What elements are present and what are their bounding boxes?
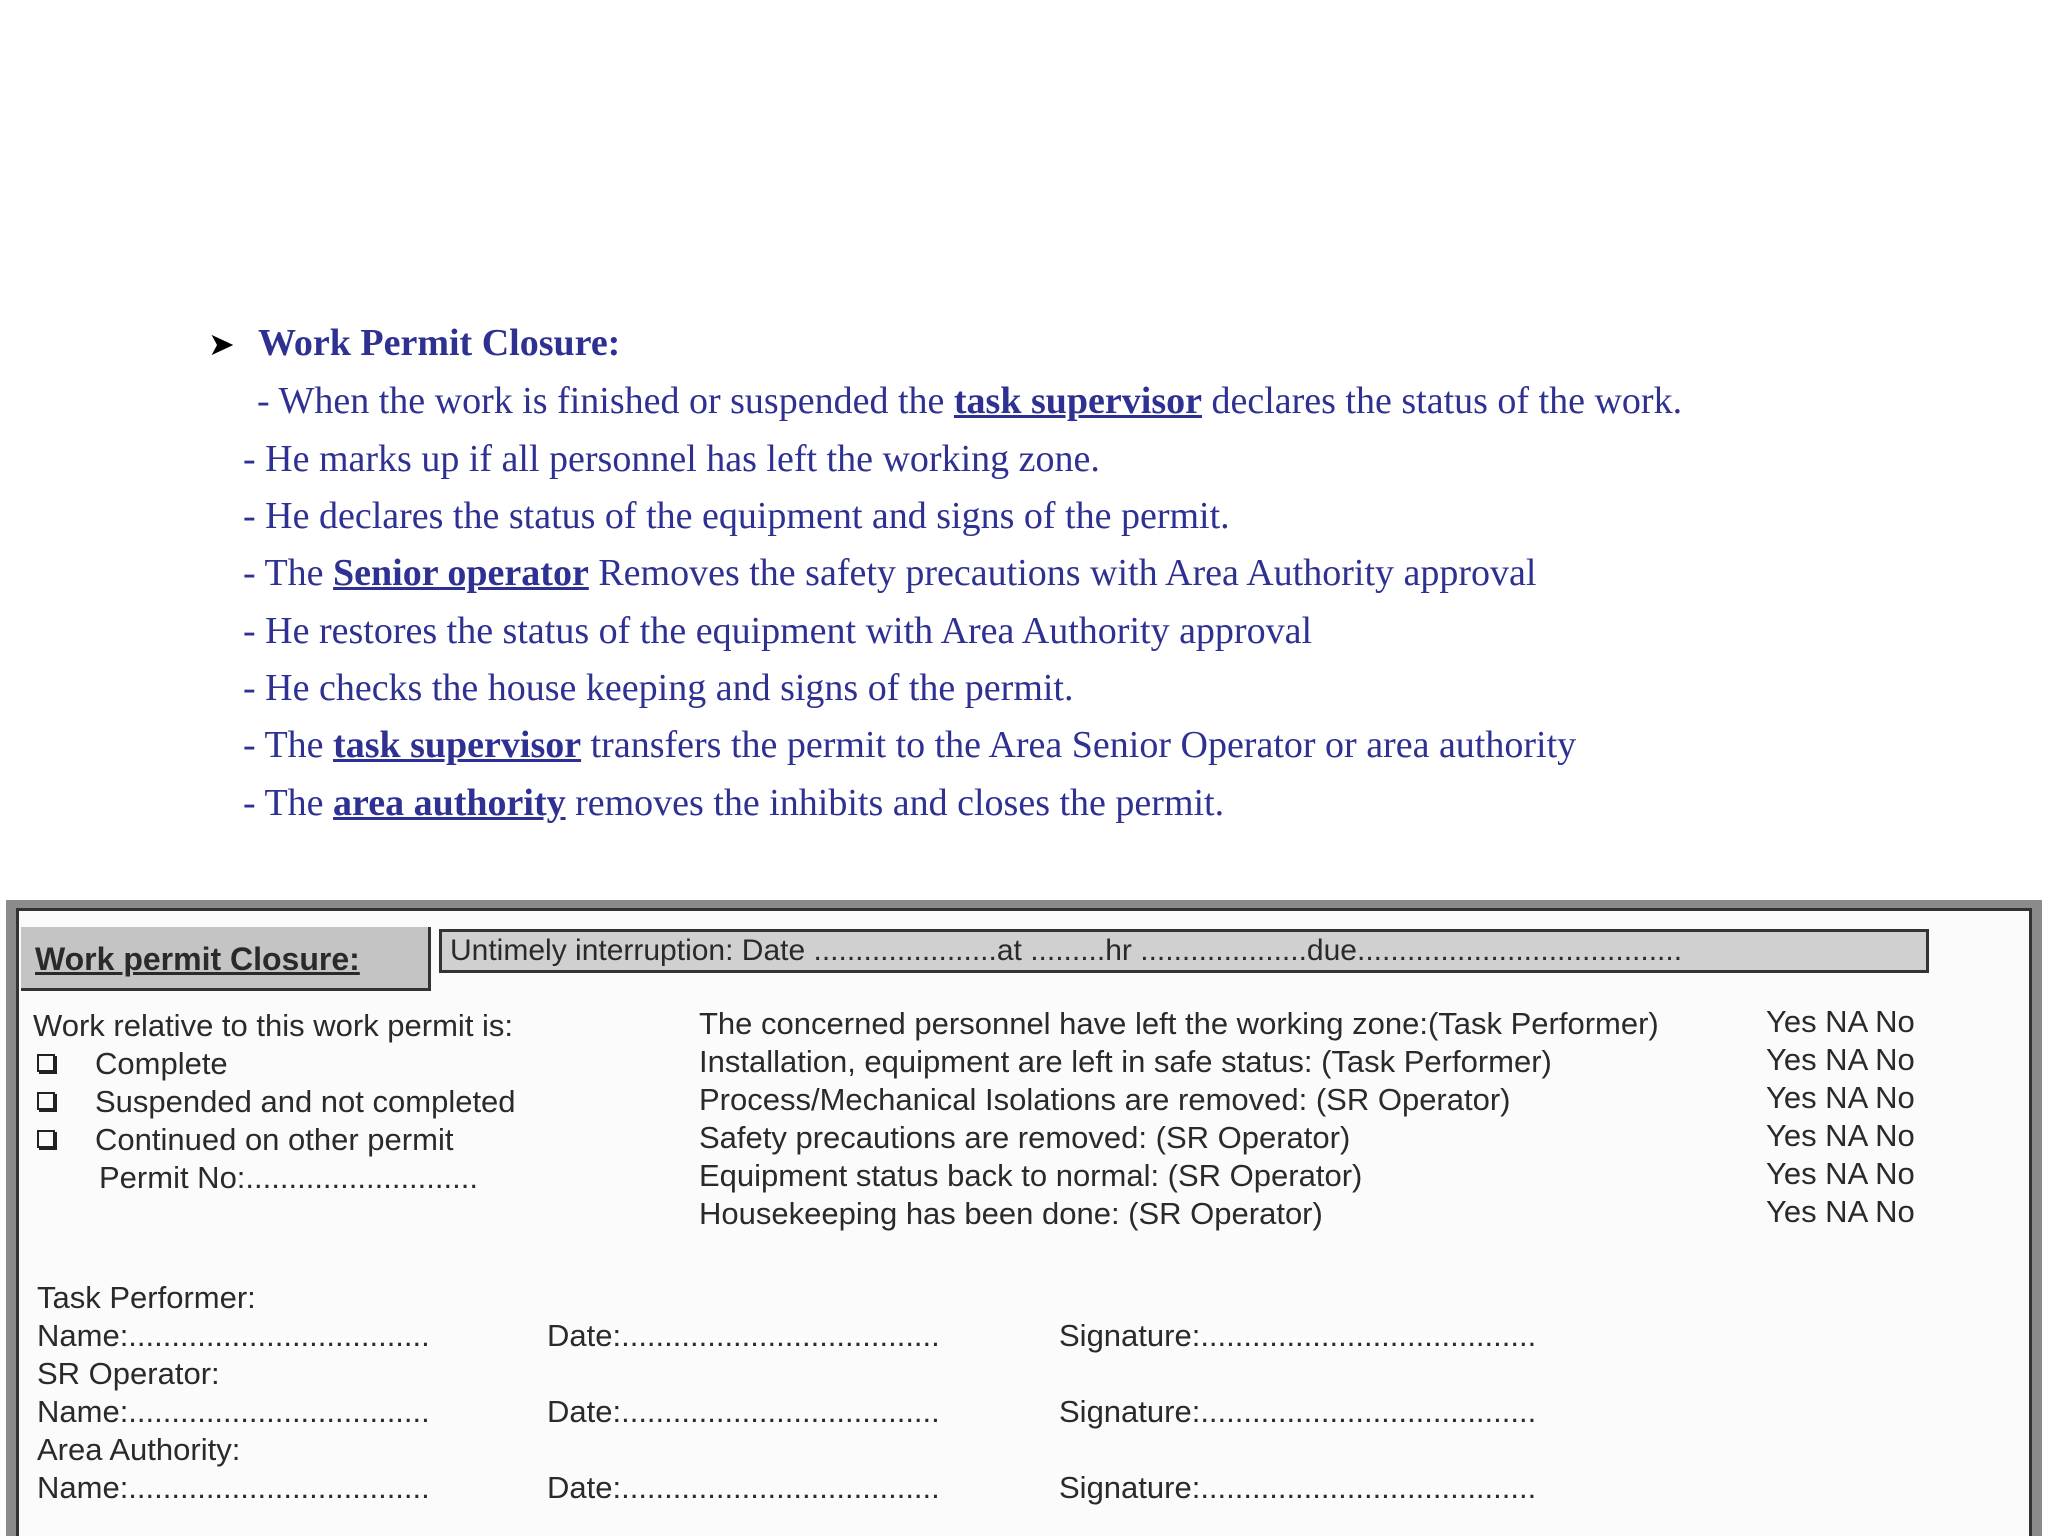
signature-section	[37, 1279, 1659, 1507]
yes-na-no-options: Yes NA No	[1766, 1004, 1915, 1039]
status-option-suspended: Suspended and not completed	[33, 1083, 516, 1121]
section-heading	[208, 318, 620, 369]
checkbox-icon	[37, 1054, 55, 1072]
arrowhead-bullet-icon: ➤	[208, 325, 235, 363]
signatory-role-area-authority: Area Authority:	[37, 1432, 241, 1467]
status-option-continued: Continued on other permit	[33, 1121, 516, 1159]
signature-field: Signature:.......................................	[1059, 1394, 1537, 1429]
yes-na-no-column	[1766, 1003, 1915, 1231]
date-field: Date:.....................................	[547, 1318, 940, 1353]
role-task-supervisor: task supervisor	[953, 380, 1202, 422]
scanned-form-frame	[6, 900, 2042, 1536]
name-field: Name:...................................	[37, 1318, 430, 1353]
role-area-authority: area authority	[333, 782, 566, 824]
signature-field: Signature:.......................................	[1059, 1318, 1537, 1353]
permit-no-field: Permit No:...........................	[99, 1160, 478, 1195]
date-field: Date:.....................................	[547, 1394, 940, 1429]
signatory-role-sr-operator: SR Operator:	[37, 1356, 220, 1391]
name-field: Name:...................................	[37, 1394, 430, 1429]
step-item: - He marks up if all personnel has left the working zone.	[243, 438, 1100, 480]
untimely-interruption-field: Untimely interruption: Date ......................at .........hr ....................due.......................................	[439, 929, 1929, 973]
role-senior-operator: Senior operator	[333, 552, 589, 594]
checklist-item: Housekeeping has been done: (SR Operator)	[699, 1196, 1323, 1231]
role-task-supervisor: task supervisor	[333, 724, 582, 766]
closure-checklist	[699, 1005, 1659, 1233]
form-title: Work permit Closure:	[21, 927, 431, 991]
yes-na-no-options: Yes NA No	[1766, 1156, 1915, 1191]
checkbox-icon	[37, 1130, 55, 1148]
work-permit-closure-form	[16, 908, 2032, 1536]
yes-na-no-options: Yes NA No	[1766, 1194, 1915, 1229]
status-option-complete: Complete	[33, 1045, 516, 1083]
signature-field: Signature:.......................................	[1059, 1470, 1537, 1505]
date-field: Date:.....................................	[547, 1470, 940, 1505]
checklist-item: Equipment status back to normal: (SR Operator)	[699, 1158, 1363, 1193]
yes-na-no-options: Yes NA No	[1766, 1118, 1915, 1153]
checklist-item: Installation, equipment are left in safe status: (Task Performer)	[699, 1044, 1552, 1079]
step-item: - The Senior operator Removes the safety precautions with Area Authority approval	[243, 552, 1537, 594]
checklist-item: The concerned personnel have left the working zone:(Task Performer)	[699, 1006, 1659, 1041]
checkbox-icon	[37, 1092, 55, 1110]
checklist-item: Safety precautions are removed: (SR Operator)	[699, 1120, 1351, 1155]
step-item: - He checks the house keeping and signs of the permit.	[243, 667, 1074, 709]
step-item: - He restores the status of the equipment with Area Authority approval	[243, 610, 1313, 652]
yes-na-no-options: Yes NA No	[1766, 1080, 1915, 1115]
step-item: - The task supervisor transfers the permit to the Area Senior Operator or area authority	[243, 724, 1577, 766]
name-field: Name:...................................	[37, 1470, 430, 1505]
signature-line	[37, 1317, 1659, 1355]
heading-text: Work Permit Closure:	[258, 322, 621, 364]
work-status-label: Work relative to this work permit is:	[33, 1008, 514, 1043]
step-item: - When the work is finished or suspended the task supervisor declares the status of the work.	[257, 380, 1683, 422]
checklist-item: Process/Mechanical Isolations are removed: (SR Operator)	[699, 1082, 1511, 1117]
work-status-section	[33, 1007, 516, 1197]
signature-line	[37, 1469, 1659, 1507]
step-item: - He declares the status of the equipment and signs of the permit.	[243, 495, 1230, 537]
signatory-role-task-performer: Task Performer:	[37, 1280, 256, 1315]
signature-line	[37, 1393, 1659, 1431]
yes-na-no-options: Yes NA No	[1766, 1042, 1915, 1077]
step-item: - The area authority removes the inhibits and closes the permit.	[243, 782, 1225, 824]
